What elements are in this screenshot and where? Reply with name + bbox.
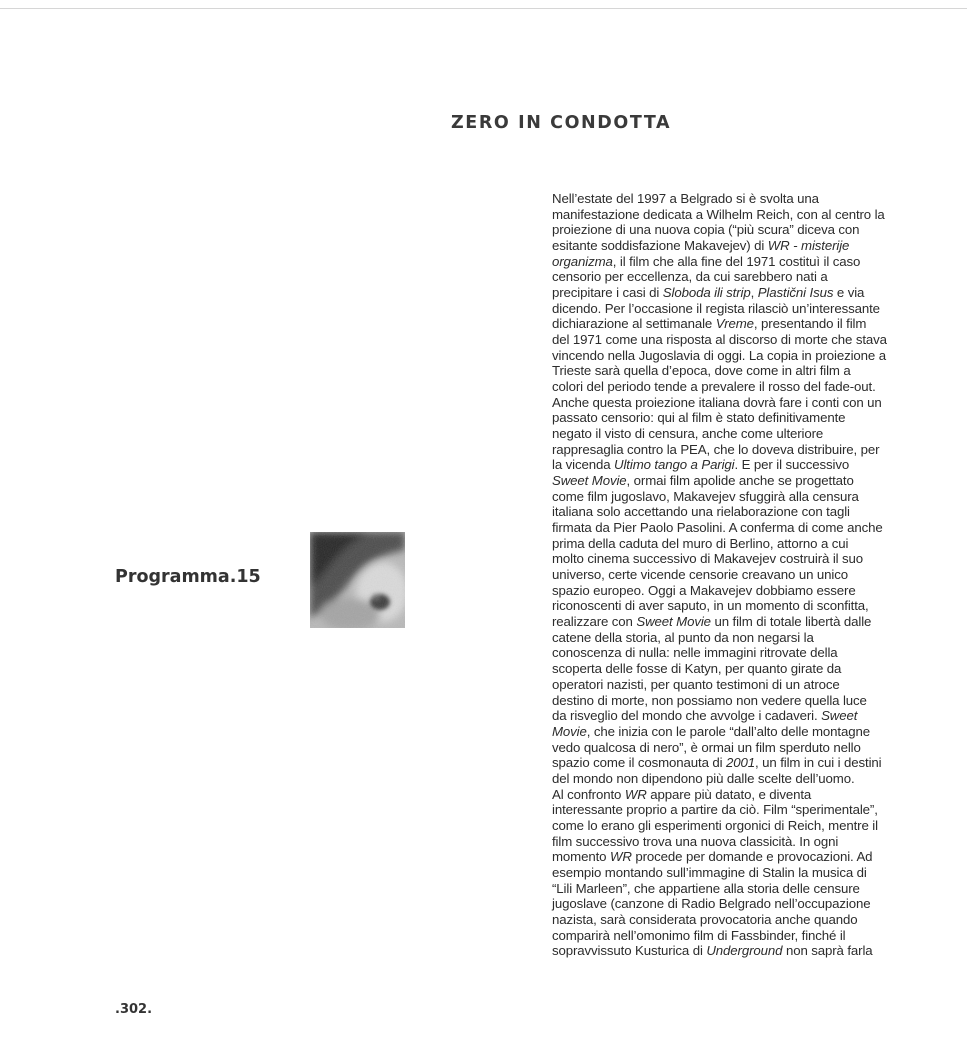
text-run: prima della caduta del muro di Berlino, attorno a cui <box>552 535 849 551</box>
text-run: “Lili Marleen”, che appartiene alla storia delle censure <box>552 880 860 896</box>
text-line <box>552 834 902 850</box>
top-rule <box>0 8 967 9</box>
text-line <box>552 614 902 630</box>
text-run: negato il visto di censura, anche come ulteriore <box>552 426 824 442</box>
italic-title-run: Plastični Isus <box>757 285 834 301</box>
text-run: jugoslave (canzone di Radio Belgrado nell’occupazione <box>552 896 871 912</box>
text-line <box>552 379 902 395</box>
italic-title-run: WR - misterije <box>767 238 850 254</box>
text-line <box>552 457 902 473</box>
page-number: .302. <box>115 1002 153 1017</box>
text-run: scoperta delle fosse di Katyn, per quanto girate da <box>552 661 842 677</box>
text-run: interessante proprio a partire da ciò. Film “sperimentale”, <box>552 802 878 818</box>
text-line <box>552 332 902 348</box>
text-run: esempio montando sull’immagine di Stalin la musica di <box>552 864 867 880</box>
text-run: esitante soddisfazione Makavejev) di <box>552 238 768 254</box>
text-line <box>552 708 902 724</box>
text-run: proiezione di una nuova copia (“più scura” diceva con <box>552 222 860 238</box>
text-line <box>552 771 902 787</box>
text-run: . E per il successivo <box>734 457 850 473</box>
film-still-image <box>310 532 405 628</box>
text-line <box>552 865 902 881</box>
text-run: e via <box>833 285 865 301</box>
text-run: italiana solo accettando una rielaborazione con tagli <box>552 504 850 520</box>
text-line <box>552 301 902 317</box>
text-run: del mondo non dipendono più dalle scelte dell’uomo. <box>552 770 855 786</box>
text-run: dicendo. Per l’occasione il regista rilasciò un’interessante <box>552 300 880 316</box>
text-run: non saprà farla <box>782 943 873 959</box>
text-run: come film jugoslavo, Makavejev sfuggirà alla censura <box>552 488 859 504</box>
program-label: Programma.15 <box>115 567 261 587</box>
text-run: passato censorio: qui al film è stato definitivamente <box>552 410 846 426</box>
text-run: la vicenda <box>552 457 615 473</box>
text-run: vedo qualcosa di nero”, è ormai un film sperduto nello <box>552 739 861 755</box>
text-line <box>552 536 902 552</box>
text-line <box>552 724 902 740</box>
text-line <box>552 426 902 442</box>
italic-title-run: WR <box>624 786 647 802</box>
text-run: molto cinema successivo di Makavejev costruirà il suo <box>552 551 864 567</box>
text-line <box>552 881 902 897</box>
section-heading: ZERO IN CONDOTTA <box>451 113 672 133</box>
text-line <box>552 191 902 207</box>
text-line <box>552 818 902 834</box>
text-run: Anche questa proiezione italiana dovrà fare i conti con un <box>552 394 882 410</box>
text-line <box>552 442 902 458</box>
text-line <box>552 583 902 599</box>
text-run: catene della storia, al punto da non negarsi la <box>552 629 814 645</box>
text-line <box>552 677 902 693</box>
text-run: del 1971 come una risposta al discorso di morte che stava <box>552 332 887 348</box>
text-run: spazio europeo. Oggi a Makavejev dobbiamo essere <box>552 582 856 598</box>
text-run: , <box>750 285 758 301</box>
text-run: Al confronto <box>552 786 625 802</box>
italic-title-run: Sloboda ili strip <box>662 285 751 301</box>
text-line <box>552 755 902 771</box>
text-run: da risveglio del mondo che avvolge i cadaveri. <box>552 708 822 724</box>
text-line <box>552 740 902 756</box>
text-line <box>552 316 902 332</box>
text-run: momento <box>552 849 610 865</box>
text-run: Nell’estate del 1997 a Belgrado si è svolta una <box>552 191 819 206</box>
italic-title-run: Underground <box>706 943 783 959</box>
article-body <box>552 191 902 959</box>
text-line <box>552 285 902 301</box>
text-line <box>552 849 902 865</box>
italic-title-run: 2001 <box>726 755 756 771</box>
text-line <box>552 693 902 709</box>
text-line <box>552 928 902 944</box>
italic-title-run: Sweet <box>821 708 858 724</box>
text-run: conoscenza di nulla: nelle immagini ritrovate della <box>552 645 838 661</box>
text-run: , un film in cui i destini <box>755 755 882 771</box>
text-line <box>552 551 902 567</box>
text-line <box>552 254 902 270</box>
text-run: destino di morte, non possiamo non vedere quella luce <box>552 692 867 708</box>
text-line <box>552 238 902 254</box>
text-run: , presentando il film <box>753 316 867 332</box>
text-run: spazio come il cosmonauta di <box>552 755 727 771</box>
text-run: operatori nazisti, per quanto testimoni di un atroce <box>552 676 840 692</box>
text-line <box>552 567 902 583</box>
text-line <box>552 896 902 912</box>
text-line <box>552 363 902 379</box>
text-line <box>552 645 902 661</box>
text-run: , ormai film apolide anche se progettato <box>626 473 854 489</box>
text-run: realizzare con <box>552 614 637 630</box>
text-line <box>552 269 902 285</box>
text-run: universo, certe vicende censorie creavano un unico <box>552 567 848 583</box>
text-run: dichiarazione al settimanale <box>552 316 716 332</box>
text-run: rappresaglia contro la PEA, che lo doveva distribuire, per <box>552 441 880 457</box>
text-run: , che inizia con le parole “dall’alto delle montagne <box>586 723 870 739</box>
text-run: precipitare i casi di <box>552 285 663 301</box>
text-line <box>552 410 902 426</box>
text-line <box>552 912 902 928</box>
text-line <box>552 473 902 489</box>
italic-title-run: WR <box>609 849 632 865</box>
text-run: sopravvissuto Kusturica di <box>552 943 707 959</box>
text-line <box>552 943 902 959</box>
text-run: nazista, sarà considerata provocatoria anche quando <box>552 911 858 927</box>
text-line <box>552 630 902 646</box>
italic-title-run: Sweet Movie <box>636 614 711 630</box>
text-line <box>552 802 902 818</box>
text-line <box>552 520 902 536</box>
text-line <box>552 348 902 364</box>
text-line <box>552 504 902 520</box>
text-run: appare più datato, e diventa <box>646 786 812 802</box>
text-run: firmata da Pier Paolo Pasolini. A conferma di come anche <box>552 520 883 536</box>
text-run: riconoscenti di aver saputo, in un momento di sconfitta, <box>552 598 869 614</box>
text-run: come lo erano gli esperimenti orgonici di Reich, mentre il <box>552 817 878 833</box>
text-line <box>552 787 902 803</box>
text-run: comparirà nell’omonimo film di Fassbinder, finché il <box>552 927 846 943</box>
italic-title-run: organizma <box>552 253 613 269</box>
text-run: procede per domande e provocazioni. Ad <box>631 849 873 865</box>
text-run: colori del periodo tende a prevalere il rosso del fade-out. <box>552 379 876 395</box>
italic-title-run: Movie <box>552 723 587 739</box>
text-run: manifestazione dedicata a Wilhelm Reich, con al centro la <box>552 206 885 222</box>
text-line <box>552 207 902 223</box>
text-run: , il film che alla fine del 1971 costituì il caso <box>612 253 861 269</box>
italic-title-run: Sweet Movie <box>552 473 627 489</box>
text-run: film successivo trova una nuova classicità. In ogni <box>552 833 839 849</box>
text-line <box>552 598 902 614</box>
text-line <box>552 395 902 411</box>
text-run: un film di totale libertà dalle <box>710 614 872 630</box>
text-line <box>552 222 902 238</box>
text-run: Trieste sarà quella d’epoca, dove come in altri film a <box>552 363 851 379</box>
text-run: censorio per eccellenza, da cui sarebbero nati a <box>552 269 828 285</box>
text-run: vincendo nella Jugoslavia di oggi. La copia in proiezione a <box>552 347 886 363</box>
text-line <box>552 489 902 505</box>
italic-title-run: Ultimo tango a Parigi <box>614 457 735 473</box>
italic-title-run: Vreme <box>715 316 754 332</box>
text-line <box>552 661 902 677</box>
